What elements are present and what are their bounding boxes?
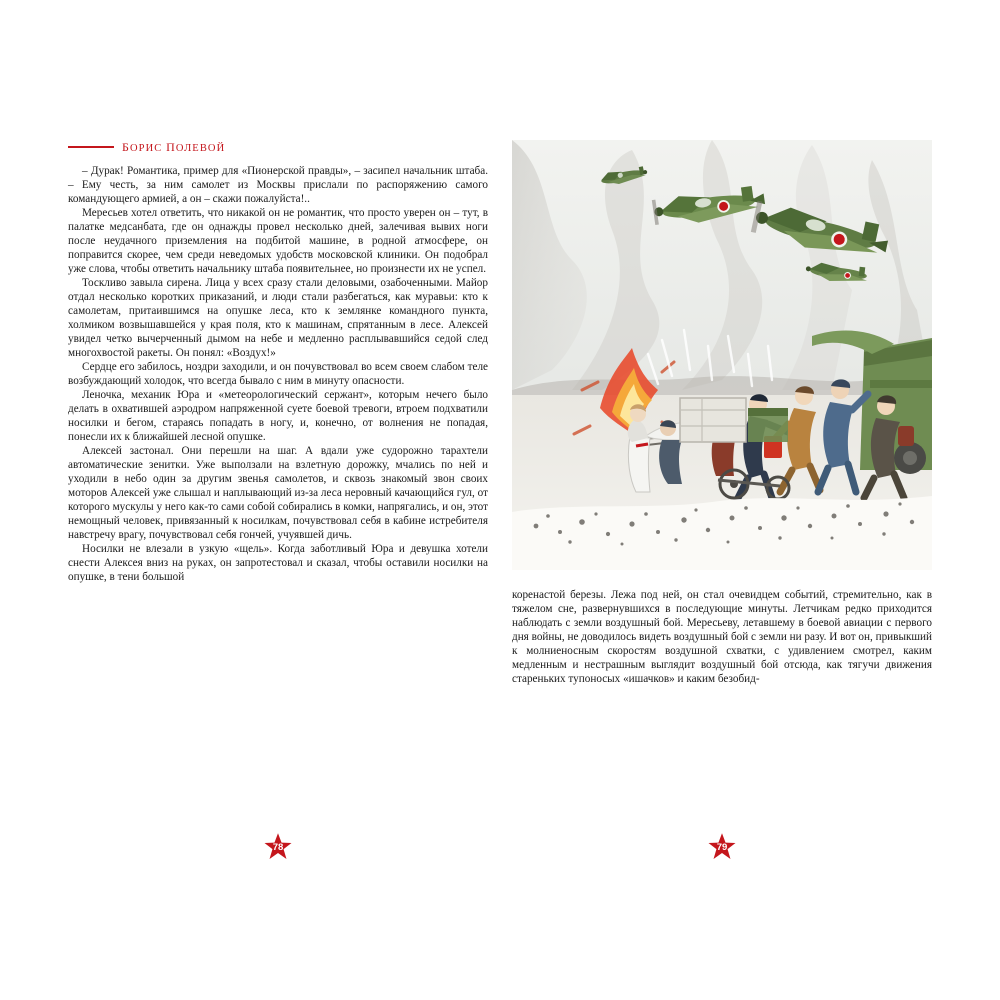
foreground-ground [512, 496, 932, 570]
paragraph: – Дурак! Романтика, пример для «Пионерской правды», – засипел начальник штаба. – Ему честь, за ним самолет из Москвы прислали по распоряжению самого командующего армией, а он – скажи пожалуйста!.. [68, 165, 488, 205]
folio-right [707, 832, 737, 862]
right-page-body [512, 588, 932, 686]
surname-initial: П [166, 139, 176, 154]
paragraph: Носилки не влезали в узкую «щель». Когда заботливый Юра и девушка хотели снести Алексея вниз на руках, он запротестовал и сказал, чтобы оставили носилки на опушке, в тени большой [68, 543, 488, 583]
running-head-rule [68, 146, 114, 148]
author-initial: Б [122, 139, 130, 154]
paragraph: Леночка, механик Юра и «метеорологический сержант», которым нечего было делать в охватившей аэродром напряженной суете боевой тревоги, втроем подхватили носилки и бегом, стараясь попадать в ногу, и, конечно, от волнения не попадая, понесли их к ближайшей лесной опушке. [68, 389, 488, 443]
paragraph: коренастой березы. Лежа под ней, он стал очевидцем событий, стремительно, как в тяжелом сне, развернувшихся в последующие минуты. Летчикам редко приходится наблюдать с земли воздушный бой. Мересьеву, летавшему в боевой авиации с первого дня войны, не доводилось видеть воздушный бой с земли ни разу. И вот он, привыкший к молниеносным скоростям воздушной схватки, с удивлением смотрел, каким медленным и нестрашным выглядит воздушный бой отсюда, как тягучи движения стареньких тупоносых «ишачков» и каким безобид- [512, 589, 932, 685]
paragraph: Тоскливо завыла сирена. Лица у всех сразу стали деловыми, озабоченными. Майор отдал несколько коротких приказаний, и люди стали разбегаться, как муравьи: кто к самолетам, притаившимся на опушке леса, кто к землянке командного пункта, холмиком возвышавшейся у края поля, кто к машинам, спрятанным в лесе. Алексей увидел четко вычерченный дымом на небе и медленно расплывавшийся седой след многохвостой ракеты. Он понял: «Воздух!» [68, 277, 488, 359]
folio-left [263, 832, 293, 862]
running-head-author [122, 140, 225, 155]
left-page-body [68, 164, 488, 584]
paragraph: Алексей застонал. Они перешли на шаг. А вдали уже судорожно тарахтели автоматические зенитки. Уже выползали на взлетную дорожку, мчались по ней и уходили в небо один за другим звенья самолетов, и сквозь знакомый звон своих моторов Алексей уже слышал и наплывающий из-за леса неровный качающийся гул, от которого мускулы у него как-то сами собой собирались в комки, напрягались, и он, этот немощный человек, привязанный к носилкам, почувствовал себя в кабине истребителя навстречу врагу, почувствовал себя гончей, учуявшей дичь. [68, 445, 488, 541]
illustration-artwork [512, 140, 932, 570]
author-rest: ОРИС [130, 142, 167, 154]
illustration [512, 140, 932, 570]
paragraph: Мересьев хотел ответить, что никакой он не романтик, что просто уверен он – тут, в палатке медсанбата, где он однажды провел несколько дней, залечивая вывих ноги после неудачного приземления на подбитой машине, в родной атмосфере, он поправится скорее, чем среди неведомых удобств московской клиники. Он подобрал уже слова, чтобы ответить начальнику штаба появительнее, но произнести их не успел. [68, 207, 488, 275]
left-page [68, 139, 488, 853]
surname-rest: ОЛЕВОЙ [175, 142, 226, 154]
page-number: 79 [716, 841, 728, 853]
running-head [68, 140, 488, 154]
paragraph: Сердце его забилось, ноздри заходили, и он почувствовал во всем своем слабом теле возбуждающий холодок, что всегда бывало с ним в минуту опасности. [68, 361, 488, 387]
page-number: 78 [272, 841, 284, 853]
right-page [512, 140, 932, 853]
